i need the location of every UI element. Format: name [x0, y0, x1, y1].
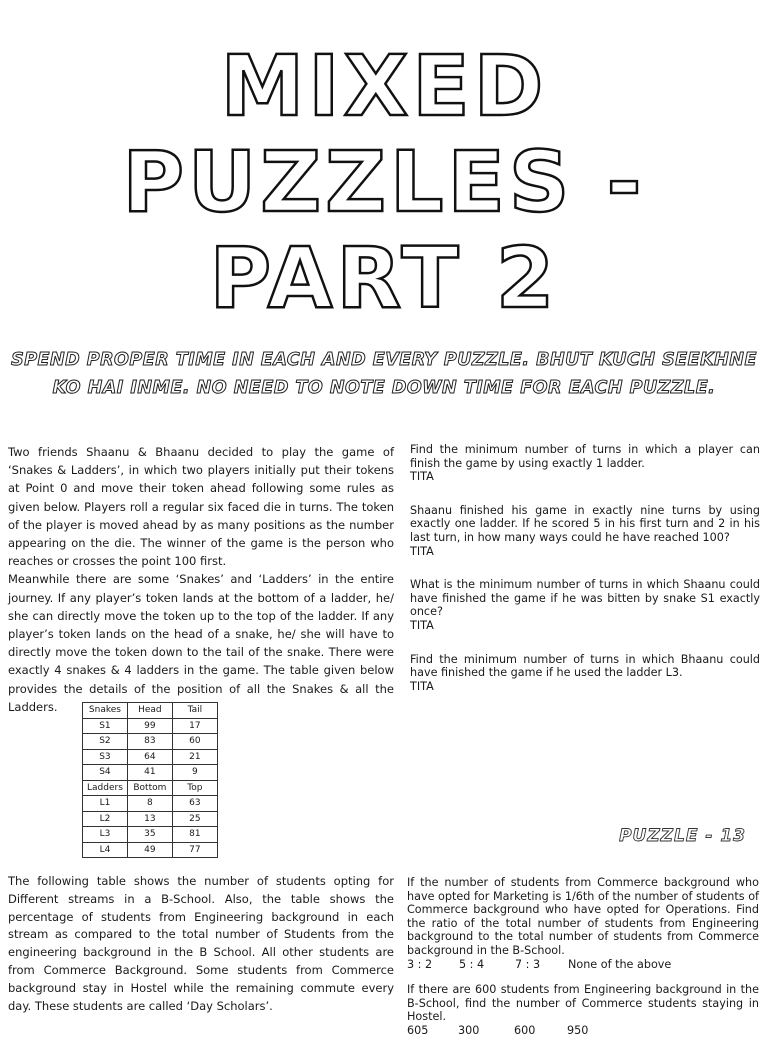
option-d: 950	[567, 1023, 589, 1037]
table-cell: 41	[127, 765, 172, 781]
title-line-3: PART 2	[209, 229, 559, 327]
puzzle13-intro	[8, 873, 394, 1015]
table-cell: 49	[127, 842, 172, 858]
table-cell: Tail	[172, 703, 217, 719]
table-row	[83, 765, 218, 781]
puzzle-13-label: PUZZLE - 13	[619, 826, 746, 846]
table-cell: S1	[83, 718, 128, 734]
question-1	[407, 876, 759, 971]
table-cell: S3	[83, 749, 128, 765]
puzzle12-intro	[8, 443, 394, 716]
question-2	[410, 504, 760, 558]
option-d: None of the above	[568, 957, 672, 971]
table-cell: Snakes	[83, 703, 128, 719]
table-cell: L4	[83, 842, 128, 858]
table-cell: L1	[83, 796, 128, 812]
question-text: Find the minimum number of turns in which Bhaanu could have finished the game if he used the ladder L3.	[410, 652, 760, 680]
title-line-2: PUZZLES -	[122, 133, 646, 231]
table-cell: 83	[127, 734, 172, 750]
table-row	[83, 749, 218, 765]
table-cell: 64	[127, 749, 172, 765]
option-c: 7 : 3	[515, 957, 541, 971]
title-line-1: MIXED	[220, 37, 548, 135]
question-4	[410, 653, 760, 694]
puzzle12-intro-paragraph-1: Two friends Shaanu & Bhaanu decided to play the game of ‘Snakes & Ladders’, in which two players initially put their tokens at Point 0 and move their token ahead following some rules as given below. Players roll a regular six faced die in turns. The token of the player is moved ahead by as many positions as the number appearing on the die. The winner of the game is the person who reaches or crosses the point 100 first.	[8, 445, 394, 569]
table-row	[83, 734, 218, 750]
ladder-header-row	[83, 780, 218, 796]
subtitle-line-2: KO HAI INME. NO NEED TO NOTE DOWN TIME FOR EACH PUZZLE.	[52, 378, 716, 398]
table-cell: 99	[127, 718, 172, 734]
option-c: 600	[514, 1023, 536, 1037]
table-row	[83, 811, 218, 827]
answer-type-tag: TITA	[410, 618, 434, 632]
table-cell: 77	[172, 842, 217, 858]
table-cell: 9	[172, 765, 217, 781]
answer-options	[407, 958, 759, 972]
question-3	[410, 578, 760, 632]
snake-header-row	[83, 703, 218, 719]
table-cell: L2	[83, 811, 128, 827]
table-cell: 35	[127, 827, 172, 843]
option-b: 5 : 4	[459, 957, 485, 971]
table-cell: 81	[172, 827, 217, 843]
table-cell: S4	[83, 765, 128, 781]
table-cell: 63	[172, 796, 217, 812]
table-cell: S2	[83, 734, 128, 750]
question-2	[407, 983, 759, 1037]
table-cell: Bottom	[127, 780, 172, 796]
question-1	[410, 443, 760, 484]
answer-type-tag: TITA	[410, 679, 434, 693]
table-row	[83, 842, 218, 858]
table-cell: L3	[83, 827, 128, 843]
table-cell: 25	[172, 811, 217, 827]
answer-type-tag: TITA	[410, 470, 434, 484]
answer-type-tag: TITA	[410, 544, 434, 558]
question-text: Shaanu finished his game in exactly nine turns by using exactly one ladder. If he scored 5 in his first turn and 2 in his last turn, in how many ways could he have reached 100?	[410, 503, 760, 544]
table-cell: 60	[172, 734, 217, 750]
question-text: If there are 600 students from Engineering background in the B-School, find the number of Commerce students staying in Hostel.	[407, 983, 759, 1024]
table-row	[83, 827, 218, 843]
option-a: 3 : 2	[407, 957, 433, 971]
question-text: What is the minimum number of turns in which Shaanu could have finished the game if he was bitten by snake S1 exactly once?	[410, 578, 760, 619]
table-cell: Ladders	[83, 780, 128, 796]
puzzle13-intro-paragraph: The following table shows the number of students opting for Different streams in a B-School. Also, the table shows the percentage of students from Engineering background in each stream as compared to the total number of Students from the engineering background in the B School. All other students are from Commerce Background. Some students from Commerce background stay in Hostel while the remaining commute every day. These students are called ‘Day Scholars’.	[8, 874, 394, 1013]
question-text: Find the minimum number of turns in which a player can finish the game by using exactly 1 ladder.	[410, 443, 760, 470]
puzzle12-questions	[410, 443, 760, 713]
table-cell: 21	[172, 749, 217, 765]
table-cell: 13	[127, 811, 172, 827]
puzzle12-intro-paragraph-2: Meanwhile there are some ‘Snakes’ and ‘Ladders’ in the entire journey. If any player’s token lands at the bottom of a ladder, he/ she can directly move the token up to the top of the ladder. If any player’s token lands on the head of a snake, he/ she will have to directly move the token down to the tail of the snake. There were exactly 4 snakes & 4 ladders in the game. The table given below provides the details of the position of all the Snakes & all the Ladders.	[8, 572, 394, 714]
option-b: 300	[458, 1023, 480, 1037]
table-cell: 8	[127, 796, 172, 812]
snakes-ladders-table	[82, 702, 218, 858]
table-row	[83, 796, 218, 812]
question-text: If the number of students from Commerce background who have opted for Marketing is 1/6th of the number of students of Commerce background who have opted for Operations. Find the ratio of the total number of students from Engineering background to the total number of students from Commerce background in the B-School.	[407, 876, 759, 957]
subtitle-line-1: SPEND PROPER TIME IN EACH AND EVERY PUZZLE. BHUT KUCH SEEKHNE	[11, 350, 757, 370]
table-row	[83, 718, 218, 734]
subtitle	[0, 346, 768, 402]
table-cell: Head	[127, 703, 172, 719]
table-cell: 17	[172, 718, 217, 734]
option-a: 605	[407, 1023, 429, 1037]
answer-options	[407, 1024, 759, 1038]
table-cell: Top	[172, 780, 217, 796]
